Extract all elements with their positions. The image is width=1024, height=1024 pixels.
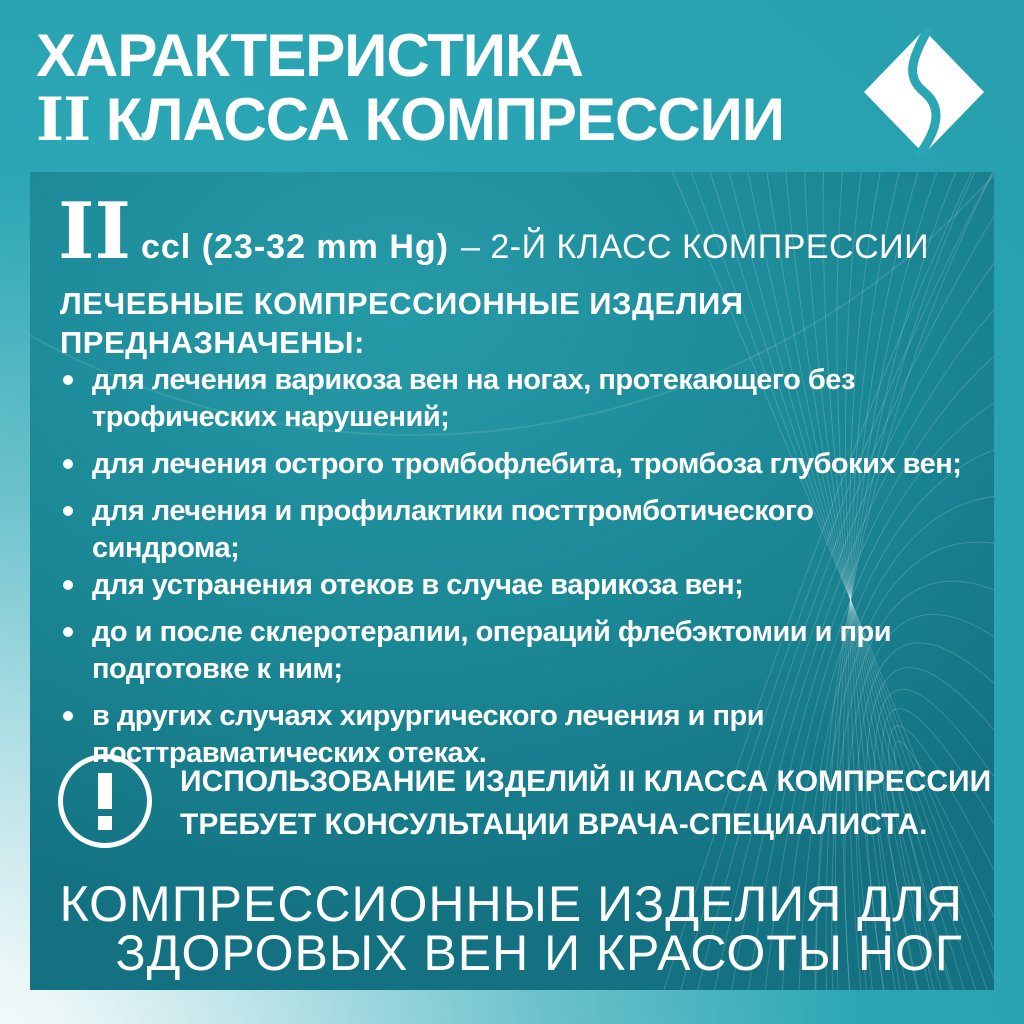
list-item-text: подготовке к ним; xyxy=(92,653,343,685)
heading-class-label: – 2-Й КЛАСС КОМПРЕССИИ xyxy=(460,228,930,266)
warning-text xyxy=(180,754,991,846)
list-item-text: в других случаях хирургического лечения и при xyxy=(92,700,765,732)
tagline-line1: КОМПРЕССИОННЫЕ ИЗДЕЛИЯ ДЛЯ xyxy=(59,876,963,932)
tagline xyxy=(59,876,963,981)
purpose-subheading xyxy=(60,284,744,362)
purpose-subheading-line1: ЛЕЧЕБНЫЕ КОМПРЕССИОННЫЕ ИЗДЕЛИЯ xyxy=(60,286,744,321)
warning-text-line2: ТРЕБУЕТ КОНСУЛЬТАЦИИ ВРАЧА-СПЕЦИАЛИСТА. xyxy=(180,808,928,841)
title-roman-numeral: II xyxy=(36,85,91,155)
heading-roman-numeral: II xyxy=(58,186,131,277)
list-item-text: для лечения острого тромбофлебита, тромбоза глубоких вен; xyxy=(92,448,962,480)
list-item xyxy=(60,493,961,567)
list-item-text: до и после склеротерапии, операций флебэктомии и при xyxy=(92,616,892,648)
warning-text-line1: ИСПОЛЬЗОВАНИЕ ИЗДЕЛИЙ II КЛАССА КОМПРЕССИИ xyxy=(180,765,992,798)
page-title-line1: ХАРАКТЕРИСТИКА xyxy=(36,22,583,89)
list-item-text: для устранения отеков в случае варикоза вен; xyxy=(92,569,744,601)
brand-logo-icon xyxy=(862,28,986,156)
exclamation-icon xyxy=(58,754,152,848)
info-panel xyxy=(30,172,994,990)
purpose-subheading-line2: ПРЕДНАЗНАЧЕНЫ: xyxy=(60,325,365,360)
indication-list xyxy=(60,362,961,782)
list-item xyxy=(60,362,961,436)
warning-note xyxy=(58,754,991,848)
list-item xyxy=(60,614,961,688)
compression-class-heading xyxy=(58,186,930,277)
list-item-text: для лечения и профилактики посттромботического xyxy=(92,495,814,527)
page-title-line2 xyxy=(36,85,784,155)
list-item xyxy=(60,446,961,483)
list-item-text: трофических нарушений; xyxy=(92,401,450,433)
tagline-line2: ЗДОРОВЫХ ВЕН И КРАСОТЫ НОГ xyxy=(115,925,963,981)
heading-pressure-spec: ccl (23-32 mm Hg) xyxy=(140,228,449,266)
list-item-text: синдрома; xyxy=(92,532,240,564)
list-item-text: для лечения варикоза вен на ногах, протекающего без xyxy=(92,364,855,396)
list-item-text: посттравматических отеках. xyxy=(92,737,487,769)
page-title xyxy=(36,22,784,155)
title-line2-text: КЛАССА КОМПРЕССИИ xyxy=(90,86,784,153)
list-item xyxy=(60,567,961,604)
